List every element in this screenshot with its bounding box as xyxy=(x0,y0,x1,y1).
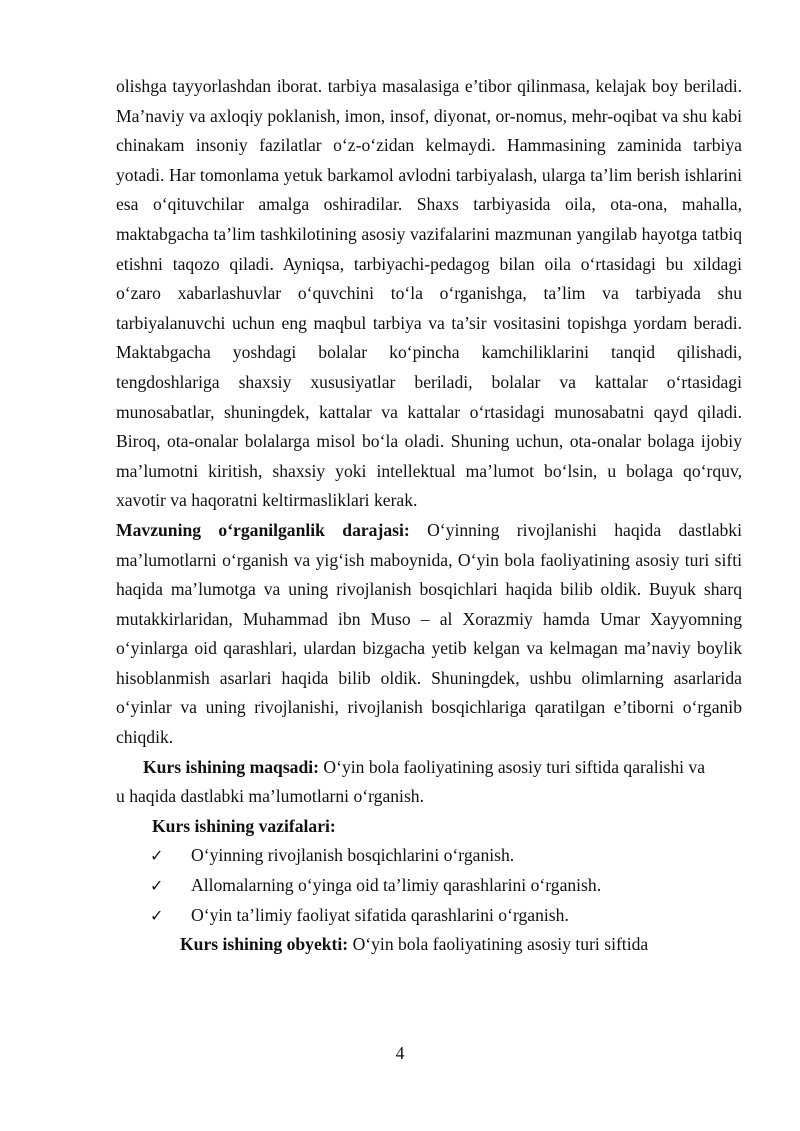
checkmark-icon: ✓ xyxy=(150,905,164,925)
task-text: O‘yin ta’limiy faoliyat sifatida qarashlarini o‘rganish. xyxy=(191,904,569,925)
study-degree-text: O‘yinning rivojlanishi haqida dastlabki ma’lumotlarni o‘rganish va yig‘ish maboynida, O‘yin bola faoliyatining asosiy turi sifti haqida ma’lumotga va uning rivojlanish bosqichlari haqida bilib oldik. Buyuk sharq mutakkirlaridan, Muhammad ibn Muso – al Xorazmiy hamda Umar Xayyomning o‘yinlarga oid qarashlari, ulardan bizgacha yetib kelgan va kelmagan ma’naviy boylik hisoblanmish asarlari haqida bilib oldik. Shuningdek, ushbu olimlarning asarlarida o‘yinlar va uning rivojlanishi, rivojlanish bosqichlariga qaratilgan e’tiborni o‘rganib chiqdik. xyxy=(116,519,742,748)
task-text: Allomalarning o‘yinga oid ta’limiy qarashlarini o‘rganish. xyxy=(191,875,602,896)
list-item xyxy=(116,871,742,901)
list-item xyxy=(116,841,742,871)
checkmark-icon: ✓ xyxy=(150,876,164,896)
task-text: O‘yinning rivojlanish bosqichlarini o‘rganish. xyxy=(191,845,515,866)
checkmark-icon: ✓ xyxy=(150,846,164,866)
course-object-text: O‘yin bola faoliyatining asosiy turi siftida xyxy=(348,934,649,955)
course-object-label: Kurs ishining obyekti: xyxy=(180,934,349,955)
study-degree-label: Mavzuning o‘rganilganlik darajasi: xyxy=(116,519,410,540)
course-goal-paragraph xyxy=(116,753,716,812)
study-degree-paragraph xyxy=(116,516,742,753)
course-goal-label: Kurs ishining maqsadi: xyxy=(143,756,319,777)
course-goal-text: O‘yin bola faoliyatining asosiy turi siftida qaralishi va u haqida dastlabki ma’lumotlarni o‘rganish. xyxy=(116,756,706,807)
page-number: 4 xyxy=(395,1043,405,1063)
list-item xyxy=(116,901,742,931)
intro-paragraph: olishga tayyorlashdan iborat. tarbiya masalasiga e’tibor qilinmasa, kelajak boy beriladi. Ma’naviy va axloqiy poklanish, imon, insof, diyonat, or-nomus, mehr-oqibat va shu kabi chinakam insoniy fazilatlar o‘z-o‘zidan kelmaydi. Hammasining zaminida tarbiya yotadi. Har tomonlama yetuk barkamol avlodni tarbiyalash, ularga ta’lim berish ishlarini esa o‘qituvchilar amalga oshiradilar. Shaxs tarbiyasida oila, ota-ona, mahalla, maktabgacha ta’lim tashkilotining asosiy vazifalarini mazmunan yangilab hayotga tatbiq etishni taqozo qiladi. Ayniqsa, tarbiyachi-pedagog bilan oila o‘rtasidagi bu xildagi o‘zaro xabarlashuvlar o‘quvchini to‘la o‘rganishga, ta’lim va tarbiyada shu tarbiyalanuvchi uchun eng maqbul tarbiya va ta’sir vositasini topishga yordam beradi. Maktabgacha yoshdagi bolalar ko‘pincha kamchiliklarini tanqid qilishadi, tengdoshlariga shaxsiy xususiyatlar beriladi, bolalar va kattalar o‘rtasidagi munosabatlar, shuningdek, kattalar va kattalar o‘rtasidagi munosabatni qayd qiladi. Biroq, ota-onalar bolalarga misol bo‘la oladi. Shuning uchun, ota-onalar bolaga ijobiy ma’lumotni kiritish, shaxsiy yoki intellektual ma’lumot bo‘lsin, u bolaga qo‘rquv, xavotir va haqoratni keltirmasliklari kerak. xyxy=(116,76,742,511)
course-tasks-list xyxy=(116,841,742,930)
course-object-paragraph xyxy=(116,930,742,960)
course-tasks-heading: Kurs ishining vazifalari: xyxy=(152,815,336,836)
document-page xyxy=(116,72,742,960)
